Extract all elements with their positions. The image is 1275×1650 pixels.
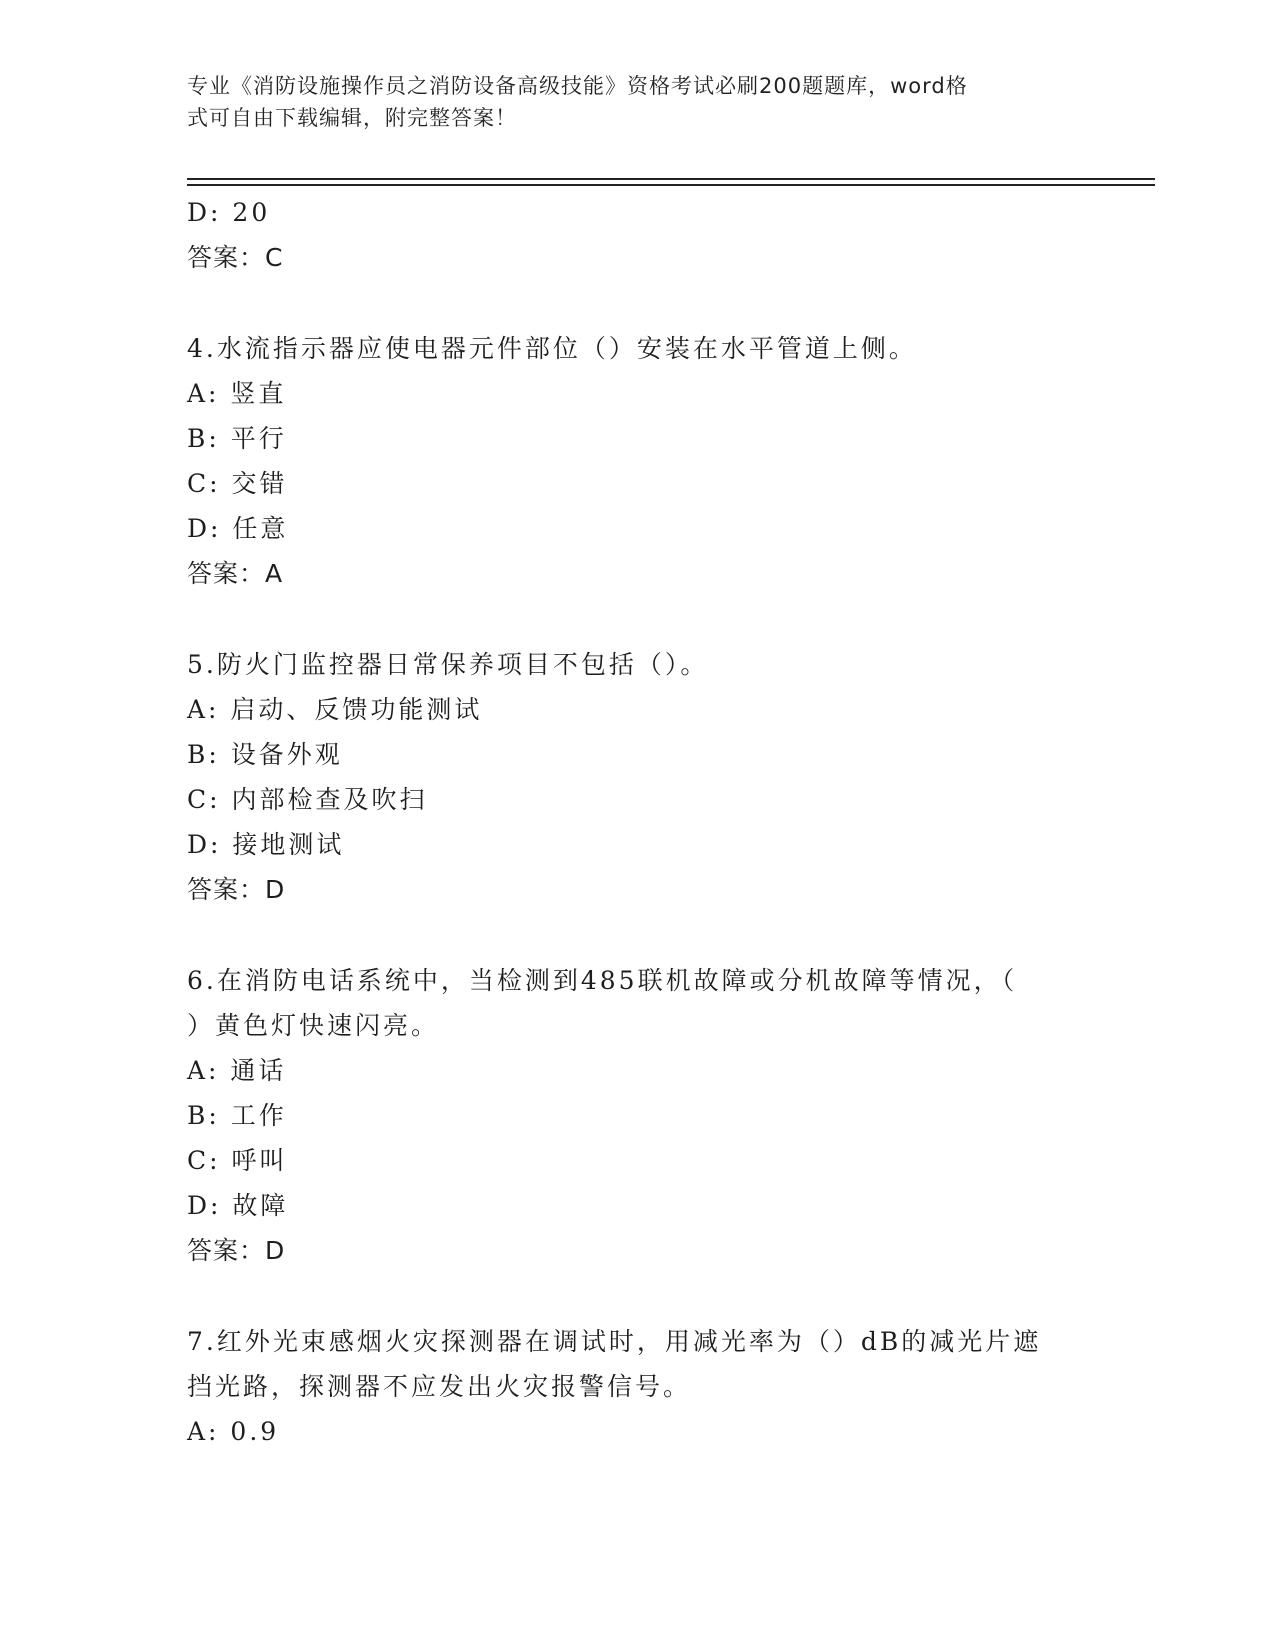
spacer [187,596,1087,642]
option-c: C: 内部检查及吹扫 [187,785,428,814]
answer-line: 答案：D [187,875,286,904]
question-stem: 4.水流指示器应使电器元件部位（）安装在水平管道上侧。 [187,334,917,363]
header-line-1: 专业《消防设施操作员之消防设备高级技能》资格考试必刷200题题库，word格 [187,74,968,98]
option-c: C: 呼叫 [187,1146,288,1175]
spacer [187,280,1087,326]
option-d: D: 接地测试 [187,830,345,859]
header-line-2: 式可自由下载编辑，附完整答案！ [187,106,517,130]
spacer [187,912,1087,958]
option-a: A: 0.9 [187,1417,280,1446]
question-stem-line-1: 7.红外光束感烟火灾探测器在调试时，用减光率为（）dB的减光片遮 [187,1327,1042,1356]
question-block-4 [187,326,1087,596]
question-stem-line-1: 6.在消防电话系统中，当检测到485联机故障或分机故障等情况，（ [187,966,1018,995]
page-header [187,70,1067,134]
option-d: D: 20 [187,198,271,227]
question-content [187,190,1087,1454]
option-d: D: 故障 [187,1191,289,1220]
option-a: A: 通话 [187,1056,287,1085]
option-b: B: 工作 [187,1101,287,1130]
question-block-7 [187,1319,1087,1454]
option-a: A: 竖直 [187,379,287,408]
question-stem-line-2: ）黄色灯快速闪亮。 [187,1011,440,1040]
answer-line: 答案：D [187,1236,286,1265]
header-divider-top [187,178,1155,180]
question-stem-line-2: 挡光路，探测器不应发出火灾报警信号。 [187,1372,692,1401]
option-c: C: 交错 [187,469,288,498]
header-divider-bottom [187,184,1155,186]
option-b: B: 设备外观 [187,740,343,769]
question-stem: 5.防火门监控器日常保养项目不包括（）。 [187,650,709,679]
option-a: A: 启动、反馈功能测试 [187,695,483,724]
question-block-5 [187,642,1087,912]
answer-line: 答案：C [187,243,284,272]
spacer [187,1273,1087,1319]
question-block-6 [187,958,1087,1273]
answer-line: 答案：A [187,559,284,588]
option-b: B: 平行 [187,424,287,453]
option-d: D: 任意 [187,514,289,543]
